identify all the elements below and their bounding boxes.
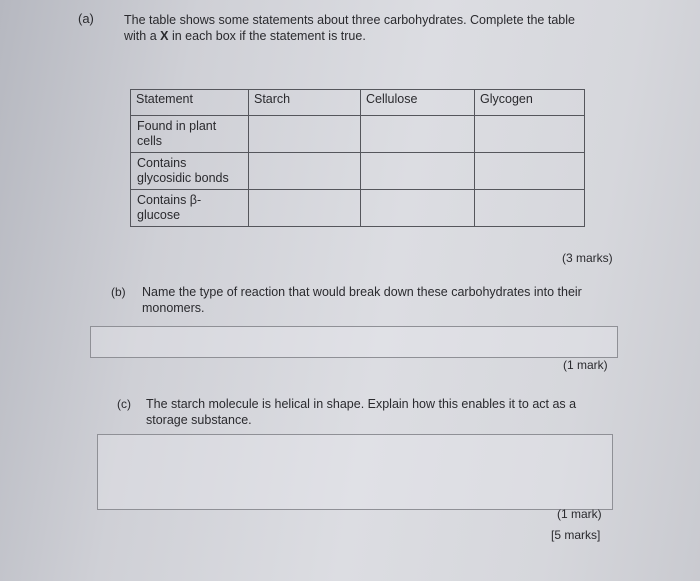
total-marks: [5 marks] <box>551 528 601 542</box>
part-b-question-line1: Name the type of reaction that would break down these carbohydrates into their <box>142 285 582 299</box>
header-glycogen: Glycogen <box>475 90 585 116</box>
table-row <box>131 153 585 190</box>
part-c-question-line1: The starch molecule is helical in shape. Explain how this enables it to act as a <box>146 397 577 411</box>
carbohydrate-table <box>130 89 585 227</box>
part-a-question-line2: with a X in each box if the statement is true. <box>124 29 366 43</box>
part-c-question-line2: storage substance. <box>146 413 252 427</box>
statement-cell: Contains glycosidic bonds <box>131 153 249 190</box>
part-c-question <box>146 396 576 428</box>
table-row <box>131 190 585 227</box>
part-b-marks: (1 mark) <box>563 358 608 372</box>
table-header-row <box>131 90 585 116</box>
part-a-question-line1: The table shows some statements about three carbohydrates. Complete the table <box>124 13 575 27</box>
part-c-label: (c) <box>117 397 131 411</box>
part-c-marks: (1 mark) <box>557 507 602 521</box>
part-b-question <box>142 284 582 316</box>
header-cellulose: Cellulose <box>361 90 475 116</box>
part-b-label: (b) <box>111 285 126 299</box>
header-statement: Statement <box>131 90 249 116</box>
answer-cell-cellulose[interactable] <box>361 190 475 227</box>
statement-cell: Found in plant cells <box>131 116 249 153</box>
answer-cell-glycogen[interactable] <box>475 116 585 153</box>
part-b-question-line2: monomers. <box>142 301 205 315</box>
answer-cell-starch[interactable] <box>249 190 361 227</box>
part-a-marks: (3 marks) <box>562 251 613 265</box>
table-row <box>131 116 585 153</box>
answer-cell-glycogen[interactable] <box>475 190 585 227</box>
x-symbol: X <box>160 29 169 43</box>
statement-cell: Contains β- glucose <box>131 190 249 227</box>
answer-cell-starch[interactable] <box>249 116 361 153</box>
answer-cell-starch[interactable] <box>249 153 361 190</box>
answer-cell-cellulose[interactable] <box>361 153 475 190</box>
answer-cell-cellulose[interactable] <box>361 116 475 153</box>
header-starch: Starch <box>249 90 361 116</box>
part-c-answer-box[interactable] <box>97 434 613 510</box>
part-b-answer-box[interactable] <box>90 326 618 358</box>
part-a-question <box>124 12 575 44</box>
answer-cell-glycogen[interactable] <box>475 153 585 190</box>
part-a-label: (a) <box>78 11 94 26</box>
